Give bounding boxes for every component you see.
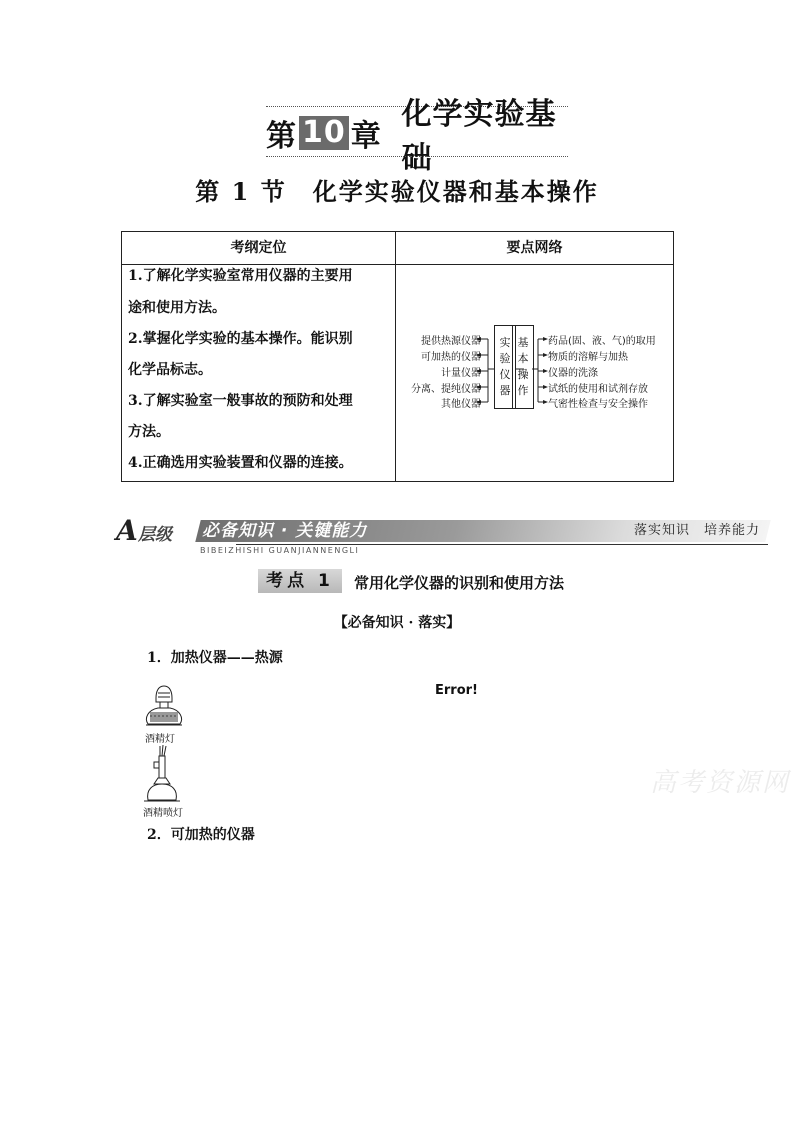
level-banner: [116, 514, 768, 547]
basic-operations-box: 基 本 操 作: [512, 325, 534, 409]
col-header-objectives: 考纲定位: [230, 240, 287, 256]
item-heat-source: 1．加热仪器——热源: [147, 650, 283, 666]
network-right-item: 物质的溶解与加热: [548, 352, 628, 363]
objective-line: 3.了解实验室一般事故的预防和处理: [128, 393, 353, 409]
objective-line: 2.掌握化学实验的基本操作。能识别: [128, 331, 353, 347]
section-title: 第 1 节 化学实验仪器和基本操作: [195, 177, 599, 206]
banner-underline: [236, 544, 768, 545]
network-right-item: 药品(固、液、气)的取用: [548, 336, 656, 347]
item-heatable-instruments: 2．可加热的仪器: [147, 827, 255, 843]
network-arrows: [396, 265, 673, 481]
banner-pinyin: BIBEIZHISHI GUANJIANNENGLI: [200, 546, 360, 555]
objective-line: 4.正确选用实验装置和仪器的连接。: [128, 455, 353, 471]
network-left-item: 提供热源仪器: [421, 336, 481, 347]
objective-line: 1.了解化学实验室常用仪器的主要用: [128, 268, 353, 284]
subheading: 【必备知识 · 落实】: [333, 615, 461, 631]
objective-line: 方法。: [128, 424, 170, 440]
error-text: Error!: [435, 683, 478, 698]
chapter-prefix: 第: [266, 119, 297, 154]
outline-table: [121, 231, 674, 482]
chapter-number: 10: [299, 116, 349, 150]
alcohol-blowtorch-icon: [140, 744, 188, 804]
network-left-item: 可加热的仪器: [421, 352, 481, 363]
kaodian-title: 常用化学仪器的识别和使用方法: [354, 574, 565, 592]
caption-alcohol-blowtorch: 酒精喷灯: [143, 808, 183, 819]
banner-main-text: 必备知识 · 关键能力: [202, 521, 368, 541]
banner-level-text: 层级: [138, 525, 172, 545]
watermark: 高考资源网: [650, 768, 791, 798]
objective-line: 化学品标志。: [128, 362, 212, 378]
col-header-network: 要点网络: [506, 240, 563, 256]
chapter-title: [266, 97, 568, 176]
key-points-network: [396, 265, 673, 481]
chapter-suffix: 章: [350, 119, 382, 154]
banner-level-letter: A: [116, 514, 138, 547]
chapter-name: 化学实验基础: [401, 97, 557, 176]
chapter-bottom-rule: [266, 156, 568, 157]
network-left-item: 其他仪器: [441, 399, 481, 410]
kaodian-badge: 考点 1: [258, 569, 342, 593]
network-left-item: 计量仪器: [441, 368, 481, 379]
experiment-instruments-box: 实 验 仪 器: [494, 325, 516, 409]
network-left-item: 分离、提纯仪器: [411, 384, 481, 395]
network-right-item: 仪器的洗涤: [548, 368, 598, 379]
alcohol-lamp-icon: [140, 684, 188, 730]
network-right-item: 试纸的使用和试剂存放: [548, 384, 648, 395]
banner-right-text: 落实知识 培养能力: [633, 523, 760, 538]
network-right-item: 气密性检查与安全操作: [548, 399, 648, 410]
objective-line: 途和使用方法。: [128, 300, 226, 316]
caption-alcohol-lamp: 酒精灯: [145, 734, 175, 745]
